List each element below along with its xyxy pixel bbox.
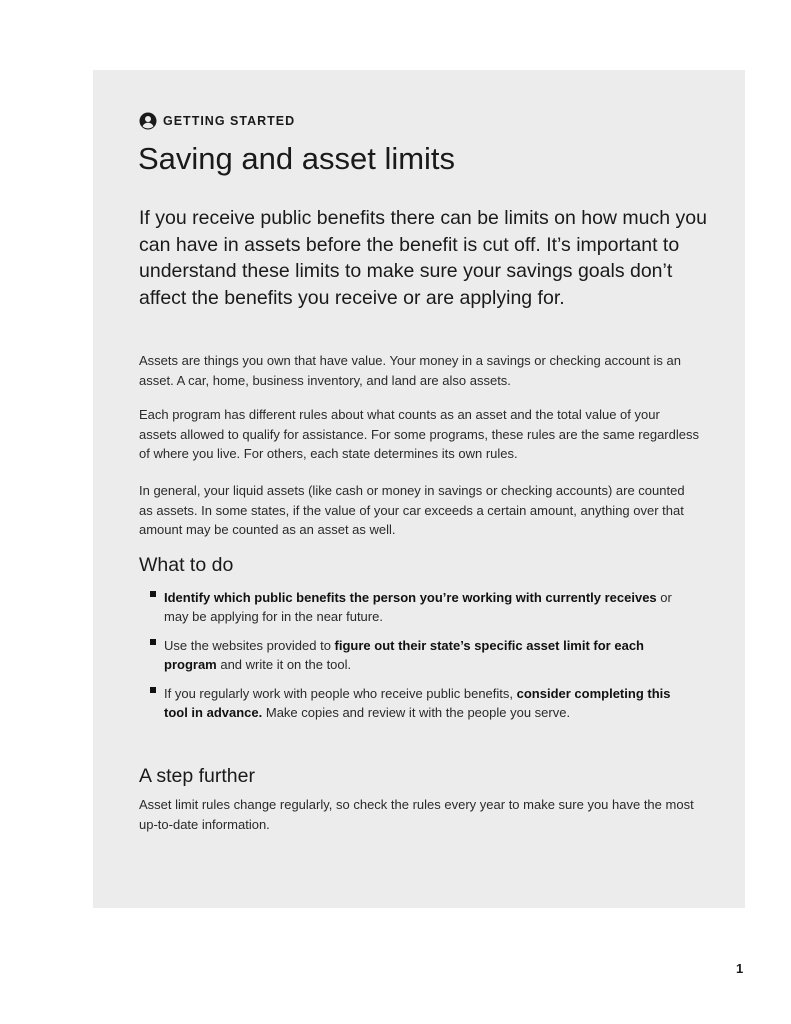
bullet-text-post: or may be applying for in the near future. [164,590,672,624]
eyebrow-label: GETTING STARTED [163,114,296,128]
page-title: Saving and asset limits [138,141,456,176]
list-item [150,636,690,674]
square-bullet-icon [150,591,156,597]
lead-paragraph: If you receive public benefits there can be limits on how much you can have in assets before the benefit is cut off. It’s important to understand these limits to make sure your savings goals don’t affect the benefits you receive or are applying for. [139,207,707,309]
step-further-text: Asset limit rules change regularly, so check the rules every year to make sure you have the most up-to-date information. [139,797,694,832]
bullet-text-pre: Use the websites provided to [164,638,335,653]
square-bullet-icon [150,687,156,693]
bullet-text-bold: figure out their state’s specific asset limit for each program [164,638,644,672]
what-to-do-list [150,588,690,732]
body-paragraph-rules: Each program has different rules about what counts as an asset and the total value of your assets allowed to qualify for assistance. For some programs, these rules are the same regardless of where you live. For others, each state determines its own rules. [139,407,699,461]
bullet-text-bold: Identify which public benefits the person you’re working with currently receives [164,590,657,605]
what-to-do-heading: What to do [139,554,234,576]
bullet-text-bold: consider completing this tool in advance. [164,686,671,720]
square-bullet-icon [150,639,156,645]
body-paragraph-liquid: In general, your liquid assets (like cash or money in savings or checking accounts) are counted as assets. In some states, if the value of your car exceeds a certain amount, anything over that amount may be counted as an asset as well. [139,483,685,537]
list-item [150,684,690,722]
section-eyebrow [139,111,295,131]
bullet-text-pre: If you regularly work with people who receive public benefits, [164,686,517,701]
list-item [150,588,690,626]
step-further-heading: A step further [139,765,255,787]
page-number: 1 [736,961,744,976]
bullet-text-post: Make copies and review it with the people you serve. [262,705,571,720]
body-paragraph-assets: Assets are things you own that have value. Your money in a savings or checking account is an asset. A car, home, business inventory, and land are also assets. [139,353,681,388]
person-circle-icon [139,112,157,130]
bullet-text-post: and write it on the tool. [216,657,352,672]
